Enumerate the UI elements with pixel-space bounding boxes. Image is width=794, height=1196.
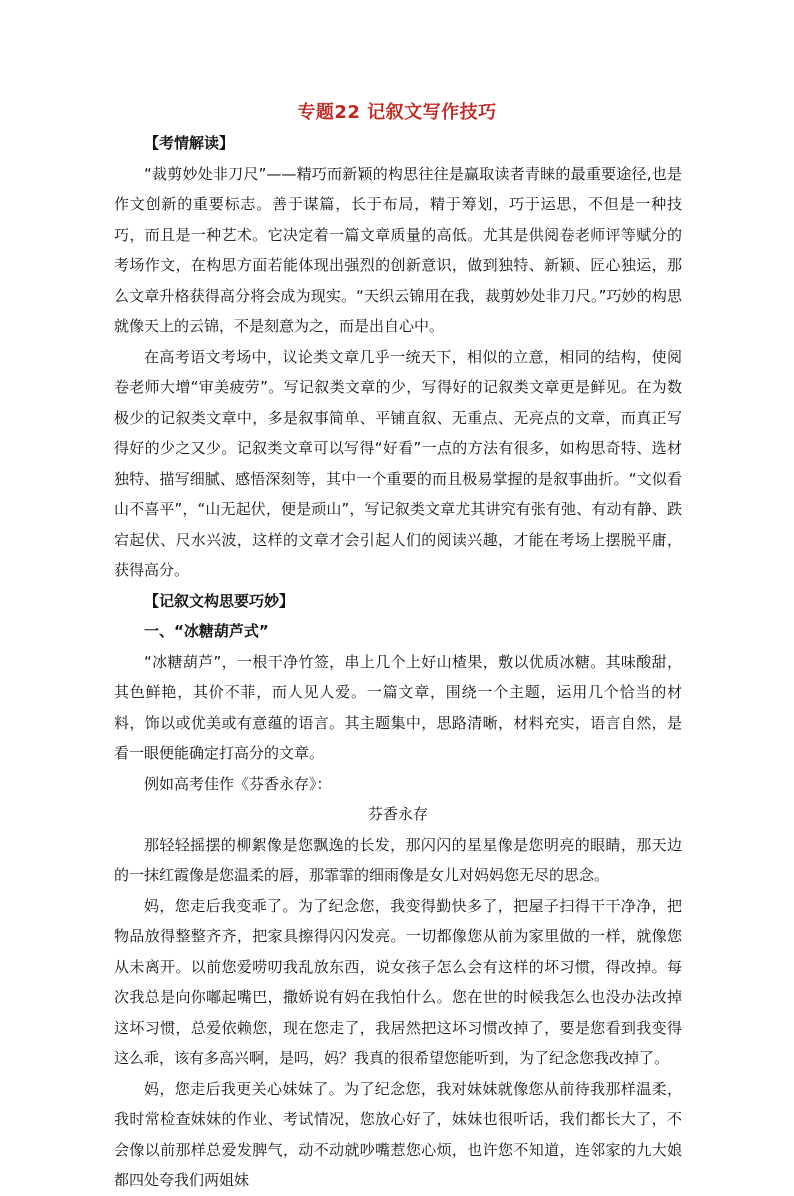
- section-heading: 【考情解读】: [144, 134, 235, 152]
- document-title: 专题22 记叙文写作技巧: [297, 102, 497, 123]
- essay-paragraph: 妈，您走后我更关心妹妹了。为了纪念您，我对妹妹就像您从前待我那样温柔，我时常检查妹妹的作业、考试情况，您放心好了，妹妹也很听话，我们都长大了，不会像以前那样总爱发脾气，动不动就吵嘴惹您心烦，也许您不知道，连邻家的九大娘都四处夸我们两姐妹: [114, 1079, 682, 1189]
- paragraph: 在高考语文考场中，议论类文章几乎一统天下，相似的立意，相同的结构，使阅卷老师大增“审美疲劳”。写记叙类文章的少，写得好的记叙类文章更是鲜见。在为数极少的记叙类文章中，多是叙事简单、平铺直叙、无重点、无亮点的文章，而真正写得好的少之又少。记叙类文章可以写得“好看”一点的方法有很多，如构思奇特、选材独特、描写细腻、感悟深刻等，其中一个重要的而且极易掌握的是叙事曲折。“文似看山不喜平”，“山无起伏，便是顽山”，写记叙类文章尤其讲究有张有弛、有动有静、跌宕起伏、尺水兴波，这样的文章才会引起人们的阅读兴趣，才能在考场上摆脱平庸，获得高分。: [114, 347, 682, 579]
- essay-paragraph: 妈，您走后我变乖了。为了纪念您，我变得勤快多了，把屋子扫得干干净净，把物品放得整整齐齐，把家具擦得闪闪发亮。一切都像您从前为家里做的一样，就像您从未离开。以前您爱唠叨我乱放东西，说女孩子怎么会有这样的坏习惯，得改掉。每次我总是向你嘟起嘴巴，撒娇说有妈在我怕什么。您在世的时候我怎么也没办法改掉这坏习惯，总爱依赖您，现在您走了，我居然把这坏习惯改掉了，要是您看到我变得这么乖，该有多高兴啊，是吗，妈？我真的很希望您能听到，为了纪念您我改掉了。: [114, 896, 682, 1067]
- essay-paragraph: 那轻轻摇摆的柳絮像是您飘逸的长发，那闪闪的星星像是您明亮的眼睛，那天边的一抹红霞像是您温柔的唇，那霏霏的细雨像是女儿对妈妈您无尽的思念。: [114, 835, 682, 884]
- essay-title: 芬香永存: [367, 805, 428, 823]
- section-kaoqing: [114, 128, 682, 1196]
- paragraph: “裁剪妙处非刀尺”——精巧而新颖的构思往往是赢取读者青睐的最重要途径,也是作文创新的重要标志。善于谋篇，长于布局，精于筹划，巧于运思，不但是一种技巧，而且是一种艺术。它决定着一篇文章质量的高低。尤其是供阅卷老师评等赋分的考场作文，在构思方面若能体现出强烈的创新意识，做到独特、新颖、匠心独运，那么文章升格获得高分将会成为现实。“天织云锦用在我，裁剪妙处非刀尺。”巧妙的构思就像天上的云锦，不是刻意为之，而是出自心中。: [114, 164, 682, 335]
- section-heading: 【记叙文构思要巧妙】: [144, 591, 295, 610]
- paragraph: “冰糖葫芦”，一根干净竹签，串上几个上好山楂果，敷以优质冰糖。其味酸甜，其色鲜艳，其价不菲，而人见人爱。一篇文章，围绕一个主题，运用几个恰当的材料，饰以或优美或有意蕴的语言。其主题集中，思路清晰，材料充实，语言自然，是看一眼便能确定打高分的文章。: [114, 652, 682, 762]
- paragraph: 例如高考佳作《芬香永存》：: [144, 774, 332, 793]
- subsection-heading: 一、“冰糖葫芦式”: [144, 622, 269, 640]
